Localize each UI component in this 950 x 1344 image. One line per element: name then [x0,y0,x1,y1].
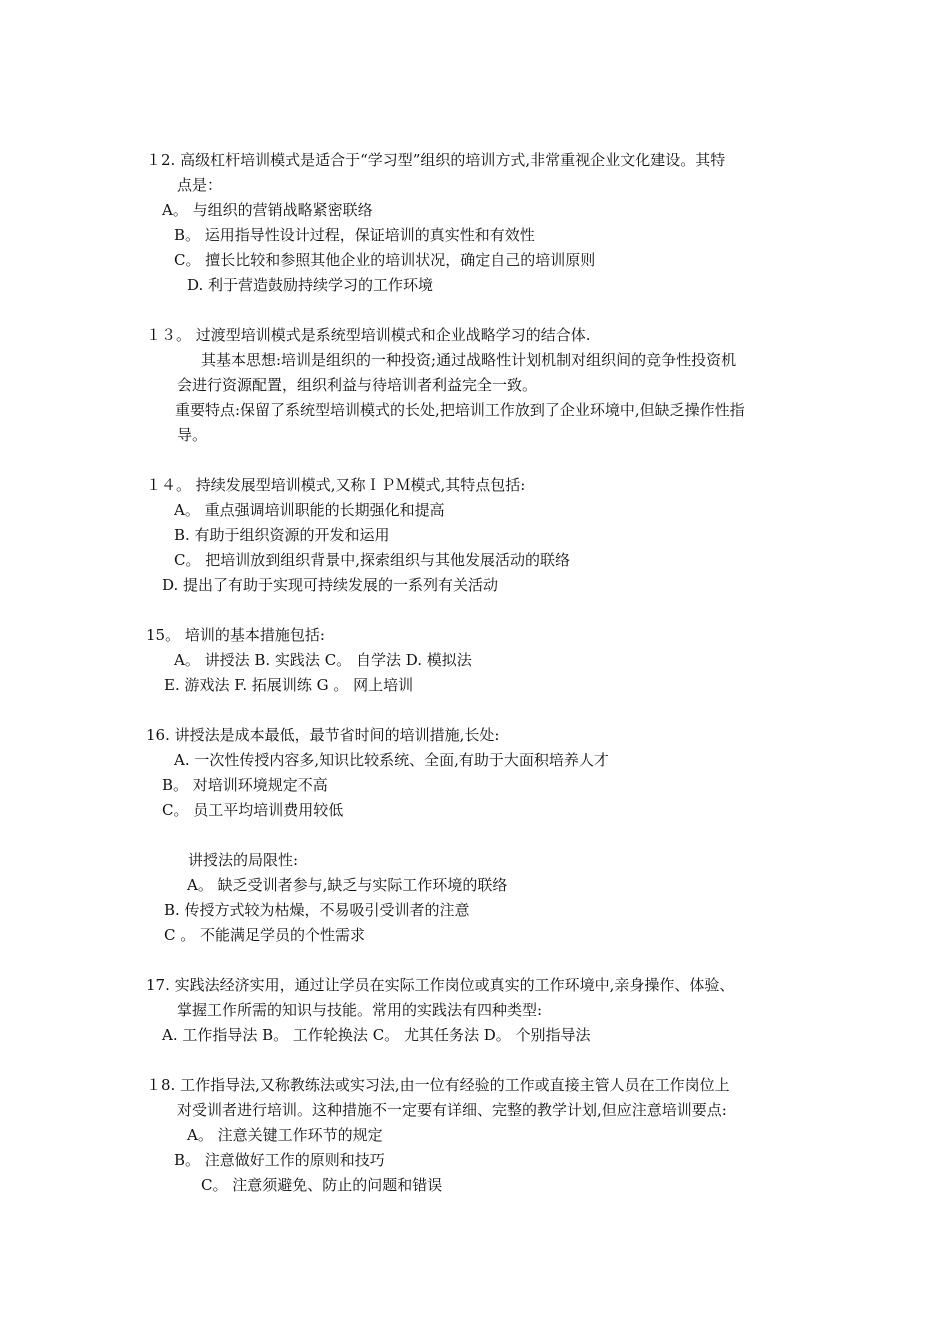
q18-point-b: B。 注意做好工作的原则和技巧 [174,1151,385,1169]
q16-limitation-a: A。 缺乏受训者参与,缺乏与实际工作环境的联络 [187,876,508,894]
q14-title: １４。 持续发展型培训模式,又称ＩＰＭ模式,其特点包括: [146,476,526,494]
q12-option-c: C。 擅长比较和参照其他企业的培训状况，确定自己的培训原则 [174,251,596,269]
q12-option-a: A。 与组织的营销战略紧密联络 [162,201,373,219]
q12-title-line-2: 点是： [177,176,223,194]
q17-title-line-2: 掌握工作所需的知识与技能。常用的实践法有四种类型: [177,1001,543,1019]
q16-limitation-c: C 。 不能满足学员的个性需求 [164,926,366,944]
q13-feature-line-2: 导。 [177,426,208,444]
q12-title-line-1: １2. 高级杠杆培训模式是适合于“学习型”组织的培训方式,非常重视企业文化建设。其特 [146,151,726,169]
q13-feature-line-1: 重要特点:保留了系统型培训模式的长处,把培训工作放到了企业环境中,但缺乏操作性指 [175,401,745,419]
q13-idea-line-2: 会进行资源配置，组织利益与待培训者利益完全一致。 [177,376,538,394]
q14-option-d: D. 提出了有助于实现可持续发展的一系列有关活动 [162,576,499,594]
q16-limitation-b: B. 传授方式较为枯燥，不易吸引受训者的注意 [164,901,470,919]
q16-title: 16. 讲授法是成本最低，最节省时间的培训措施,长处: [146,726,500,744]
q15-options-row-1: A。 讲授法 B. 实践法 C。 自学法 D. 模拟法 [174,651,472,669]
q15-title: 15。 培训的基本措施包括: [146,626,325,644]
q16-advantage-c: C。 员工平均培训费用较低 [162,801,344,819]
q16-advantage-b: B。 对培训环境规定不高 [162,776,328,794]
q17-title-line-1: 17. 实践法经济实用，通过让学员在实际工作岗位或真实的工作环境中,亲身操作、体验、 [146,976,735,994]
q17-options: A. 工作指导法 B。 工作轮换法 C。 尤其任务法 D。 个别指导法 [162,1026,591,1044]
q13-idea-line-1: 其基本思想:培训是组织的一种投资;通过战略性计划机制对组织间的竞争性投资机 [201,351,737,369]
q13-title: １３。 过渡型培训模式是系统型培训模式和企业战略学习的结合体. [146,326,591,344]
q12-option-d: D. 利于营造鼓励持续学习的工作环境 [187,276,434,294]
q14-option-c: C。 把培训放到组织背景中,探索组织与其他发展活动的联络 [174,551,571,569]
q18-point-c: C。 注意须避免、防止的问题和错误 [201,1176,443,1194]
q16-advantage-a: A. 一次性传授内容多,知识比较系统、全面,有助于大面积培养人才 [174,751,609,769]
q18-title-line-2: 对受训者进行培训。这种措施不一定要有详细、完整的教学计划,但应注意培训要点: [177,1101,727,1119]
q12-option-b: B。 运用指导性设计过程，保证培训的真实性和有效性 [174,226,535,244]
q18-title-line-1: １8. 工作指导法,又称教练法或实习法,由一位有经验的工作或直接主管人员在工作岗位上 [146,1076,730,1094]
q15-options-row-2: E. 游戏法 F. 拓展训练 G 。 网上培训 [164,676,414,694]
q14-option-b: B. 有助于组织资源的开发和运用 [174,526,390,544]
q18-point-a: A。 注意关键工作环节的规定 [187,1126,383,1144]
q16-limitations-heading: 讲授法的局限性: [188,851,299,869]
q14-option-a: A。 重点强调培训职能的长期强化和提高 [174,501,445,519]
